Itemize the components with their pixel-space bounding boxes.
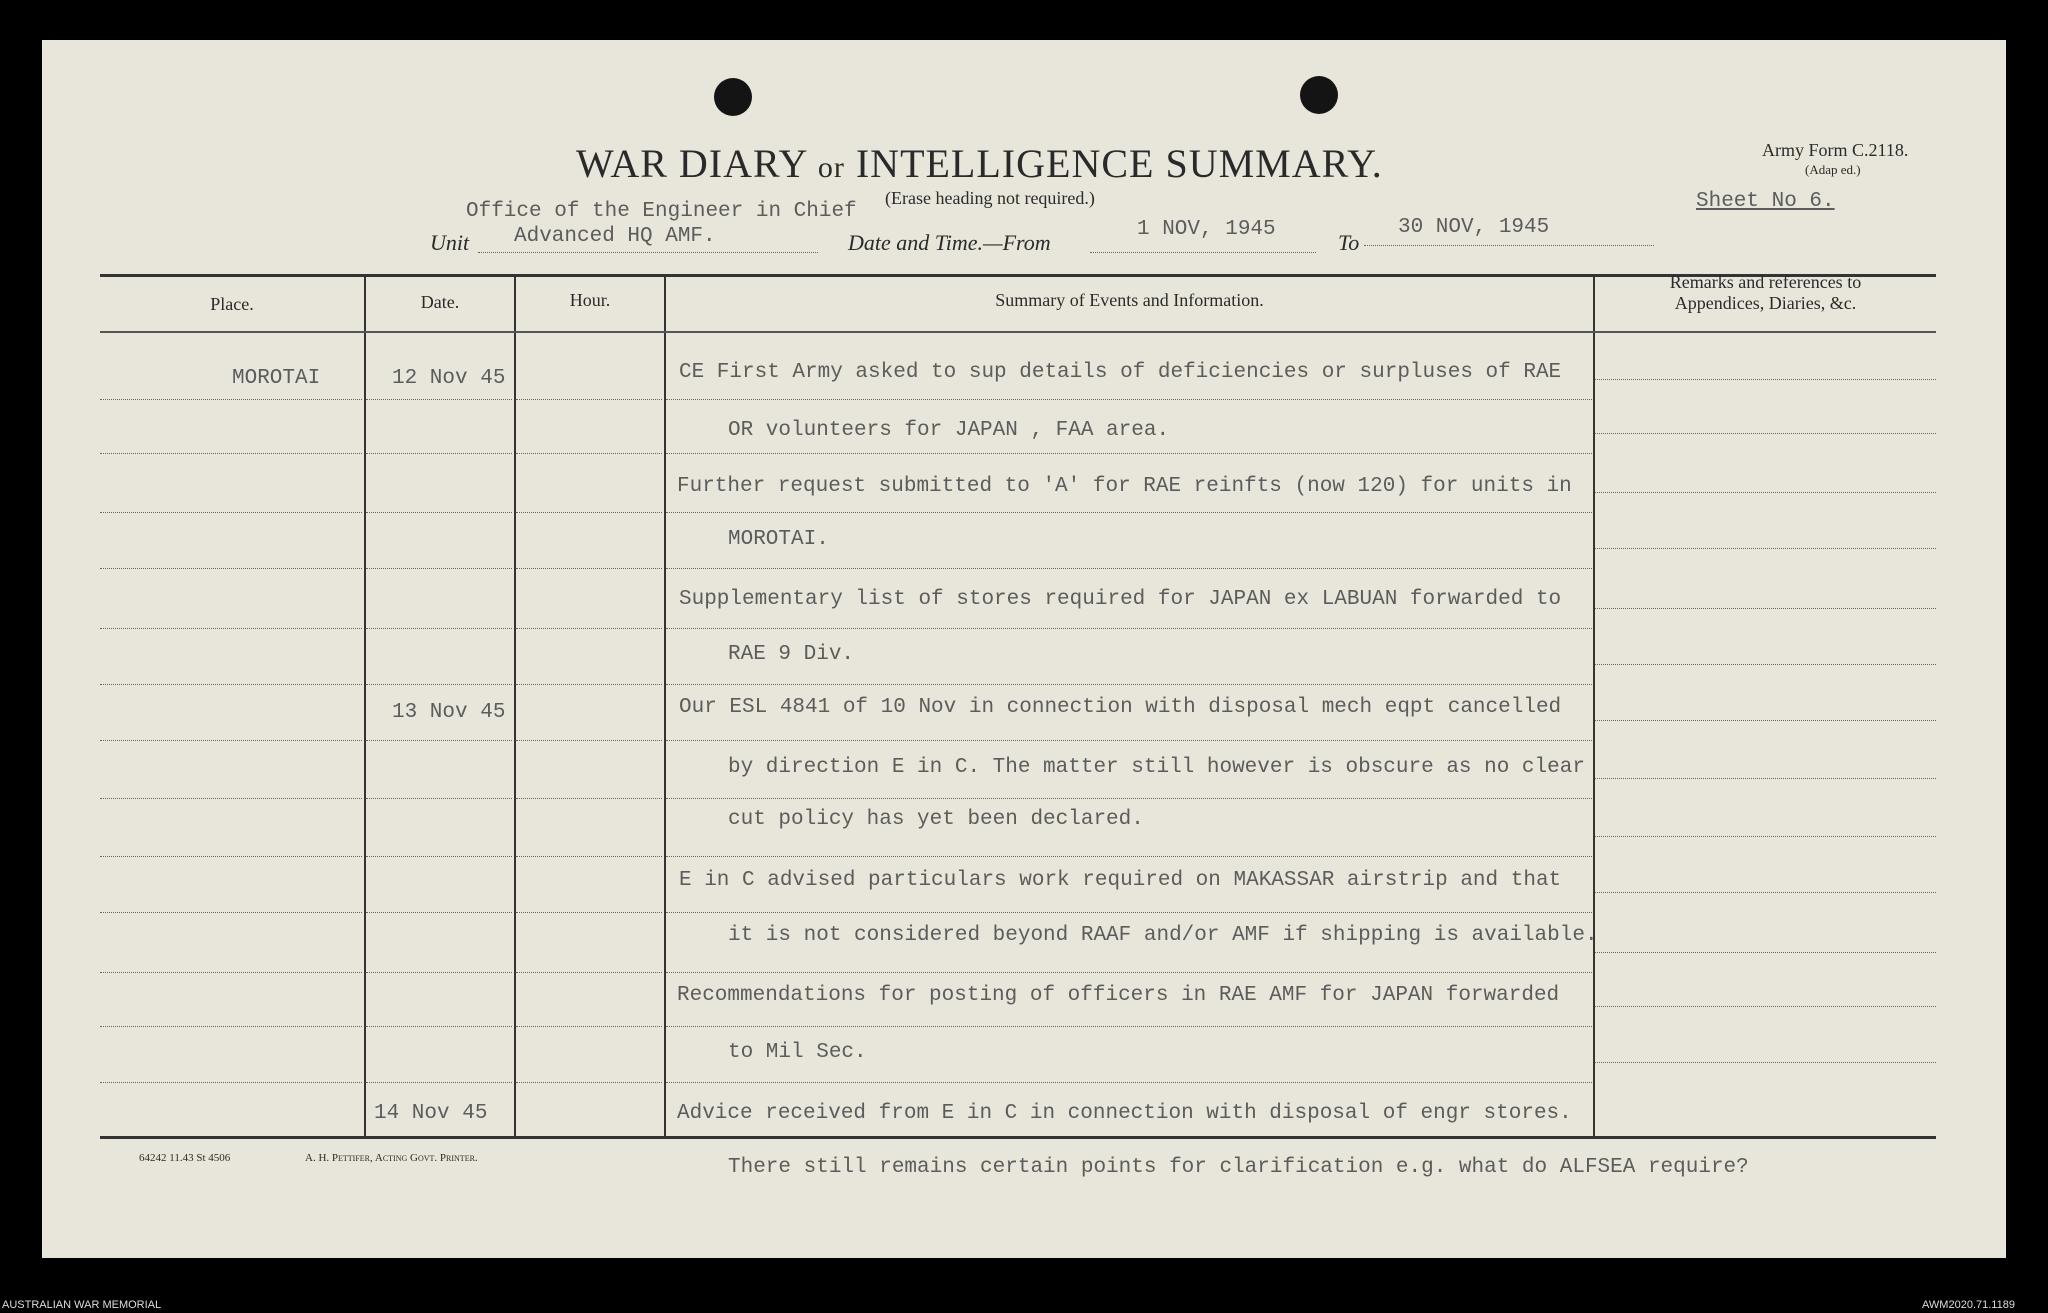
summary-line-4: MOROTAI. <box>728 528 829 551</box>
row-rule <box>100 798 362 799</box>
row-rule <box>516 1082 662 1083</box>
summary-line-11: it is not considered beyond RAAF and/or AMF if shipping is available. <box>728 924 1598 947</box>
date-13-nov: 13 Nov 45 <box>392 701 506 724</box>
summary-line-13: to Mil Sec. <box>728 1041 867 1064</box>
title-part1: WAR DIARY <box>576 141 807 186</box>
row-rule <box>1595 836 1936 837</box>
unit-underline <box>478 252 818 253</box>
row-rule <box>100 972 362 973</box>
header-remarks <box>1595 272 1936 314</box>
summary-line-15: There still remains certain points for clarification e.g. what do ALFSEA require? <box>728 1156 1749 1179</box>
column-divider-place <box>364 276 366 1136</box>
header-remarks-line1: Remarks and references to <box>1669 272 1862 292</box>
row-rule <box>666 972 1592 973</box>
summary-line-12: Recommendations for posting of officers in RAE AMF for JAPAN forwarded <box>677 984 1560 1007</box>
row-rule <box>1595 952 1936 953</box>
row-rule <box>666 1026 1592 1027</box>
header-date: Date. <box>420 292 460 312</box>
summary-line-7: Our ESL 4841 of 10 Nov in connection with disposal mech eqpt cancelled <box>679 696 1562 719</box>
row-rule <box>1595 664 1936 665</box>
summary-line-1: CE First Army asked to sup details of deficiencies or surpluses of RAE <box>679 361 1562 384</box>
row-rule <box>666 912 1592 913</box>
row-rule <box>516 798 662 799</box>
row-rule <box>516 740 662 741</box>
title-part2: INTELLIGENCE SUMMARY. <box>855 141 1383 186</box>
row-rule <box>366 568 512 569</box>
row-rule <box>666 512 1592 513</box>
column-divider-summary <box>1593 276 1595 1136</box>
row-rule <box>366 512 512 513</box>
row-rule <box>366 453 512 454</box>
date-to-value: 30 NOV, 1945 <box>1398 216 1550 239</box>
header-summary: Summary of Events and Information. <box>995 290 1264 310</box>
unit-label: Unit <box>430 230 470 255</box>
column-divider-hour <box>664 276 666 1136</box>
row-rule <box>1595 1062 1936 1063</box>
caption-accession: AWM2020.71.1189 <box>1922 1299 2015 1311</box>
form-title <box>576 140 1383 187</box>
summary-line-9: cut policy has yet been declared. <box>728 808 1144 831</box>
row-rule <box>1595 492 1936 493</box>
header-remarks-line2: Appendices, Diaries, &c. <box>1674 293 1857 313</box>
date-to-underline <box>1364 245 1654 246</box>
row-rule <box>516 972 662 973</box>
row-rule <box>516 568 662 569</box>
row-rule <box>666 628 1592 629</box>
printer-code: 64242 11.43 St 4506 <box>139 1152 231 1164</box>
row-rule <box>516 1026 662 1027</box>
row-rule <box>516 399 662 400</box>
row-rule <box>366 684 512 685</box>
summary-line-5: Supplementary list of stores required for JAPAN ex LABUAN forwarded to <box>679 588 1562 611</box>
row-rule <box>666 740 1592 741</box>
column-divider-date <box>514 276 516 1136</box>
row-rule <box>1595 778 1936 779</box>
row-rule <box>366 972 512 973</box>
row-rule <box>100 1026 362 1027</box>
row-rule <box>1595 379 1936 380</box>
adap-note: (Adap ed.) <box>1805 162 1861 177</box>
sheet-number: Sheet No 6. <box>1696 190 1835 213</box>
row-rule <box>100 912 362 913</box>
date-from-label: Date and Time.—From <box>848 230 1051 255</box>
date-from-underline <box>1090 252 1316 253</box>
summary-line-8: by direction E in C. The matter still however is obscure as no clear <box>728 756 1585 779</box>
row-rule <box>516 453 662 454</box>
title-or: or <box>817 151 845 184</box>
form-subtitle: (Erase heading not required.) <box>885 188 1095 208</box>
date-14-nov: 14 Nov 45 <box>374 1102 488 1125</box>
table-bottom-rule <box>100 1136 1936 1139</box>
row-rule <box>666 453 1592 454</box>
row-rule <box>666 1082 1592 1083</box>
row-rule <box>1595 892 1936 893</box>
row-rule <box>100 856 362 857</box>
unit-line1: Office of the Engineer in Chief <box>466 200 857 223</box>
row-rule <box>366 912 512 913</box>
row-rule <box>100 740 362 741</box>
row-rule <box>366 1026 512 1027</box>
row-rule <box>366 856 512 857</box>
unit-line2: Advanced HQ AMF. <box>514 225 716 248</box>
row-rule <box>366 628 512 629</box>
row-rule <box>1595 720 1936 721</box>
summary-line-10: E in C advised particulars work required on MAKASSAR airstrip and that <box>679 869 1562 892</box>
row-rule <box>1595 433 1936 434</box>
punch-hole-right <box>1300 76 1338 114</box>
army-form-number: Army Form C.2118. <box>1762 140 1909 160</box>
row-rule <box>666 684 1592 685</box>
summary-line-2: OR volunteers for JAPAN , FAA area. <box>728 419 1170 442</box>
summary-line-3: Further request submitted to 'A' for RAE reinfts (now 120) for units in <box>677 475 1572 498</box>
row-rule <box>666 798 1592 799</box>
row-rule <box>516 856 662 857</box>
row-rule <box>100 568 362 569</box>
row-rule <box>366 798 512 799</box>
row-rule <box>366 1082 512 1083</box>
row-rule <box>366 399 512 400</box>
date-12-nov: 12 Nov 45 <box>392 367 506 390</box>
row-rule <box>516 512 662 513</box>
row-rule <box>1595 548 1936 549</box>
row-rule <box>100 399 362 400</box>
diary-sheet <box>42 40 2006 1258</box>
row-rule <box>516 912 662 913</box>
row-rule <box>1595 1006 1936 1007</box>
summary-line-6: RAE 9 Div. <box>728 643 855 666</box>
place-morotai: MOROTAI <box>232 367 321 390</box>
caption-source: AUSTRALIAN WAR MEMORIAL <box>2 1299 162 1311</box>
row-rule <box>1595 608 1936 609</box>
printer-name: A. H. Pettifer, Acting Govt. Printer. <box>305 1152 478 1164</box>
row-rule <box>666 568 1592 569</box>
row-rule <box>100 453 362 454</box>
row-rule <box>666 399 1592 400</box>
row-rule <box>516 628 662 629</box>
row-rule <box>366 740 512 741</box>
date-to-label: To <box>1338 230 1360 255</box>
summary-line-14: Advice received from E in C in connection with disposal of engr stores. <box>677 1102 1572 1125</box>
row-rule <box>100 1082 362 1083</box>
row-rule <box>516 684 662 685</box>
header-rule <box>100 331 1936 333</box>
row-rule <box>100 512 362 513</box>
row-rule <box>100 684 362 685</box>
header-place: Place. <box>210 294 254 314</box>
date-from-value: 1 NOV, 1945 <box>1137 218 1276 241</box>
punch-hole-left <box>714 78 752 116</box>
header-hour: Hour. <box>569 290 611 310</box>
row-rule <box>100 628 362 629</box>
row-rule <box>666 856 1592 857</box>
